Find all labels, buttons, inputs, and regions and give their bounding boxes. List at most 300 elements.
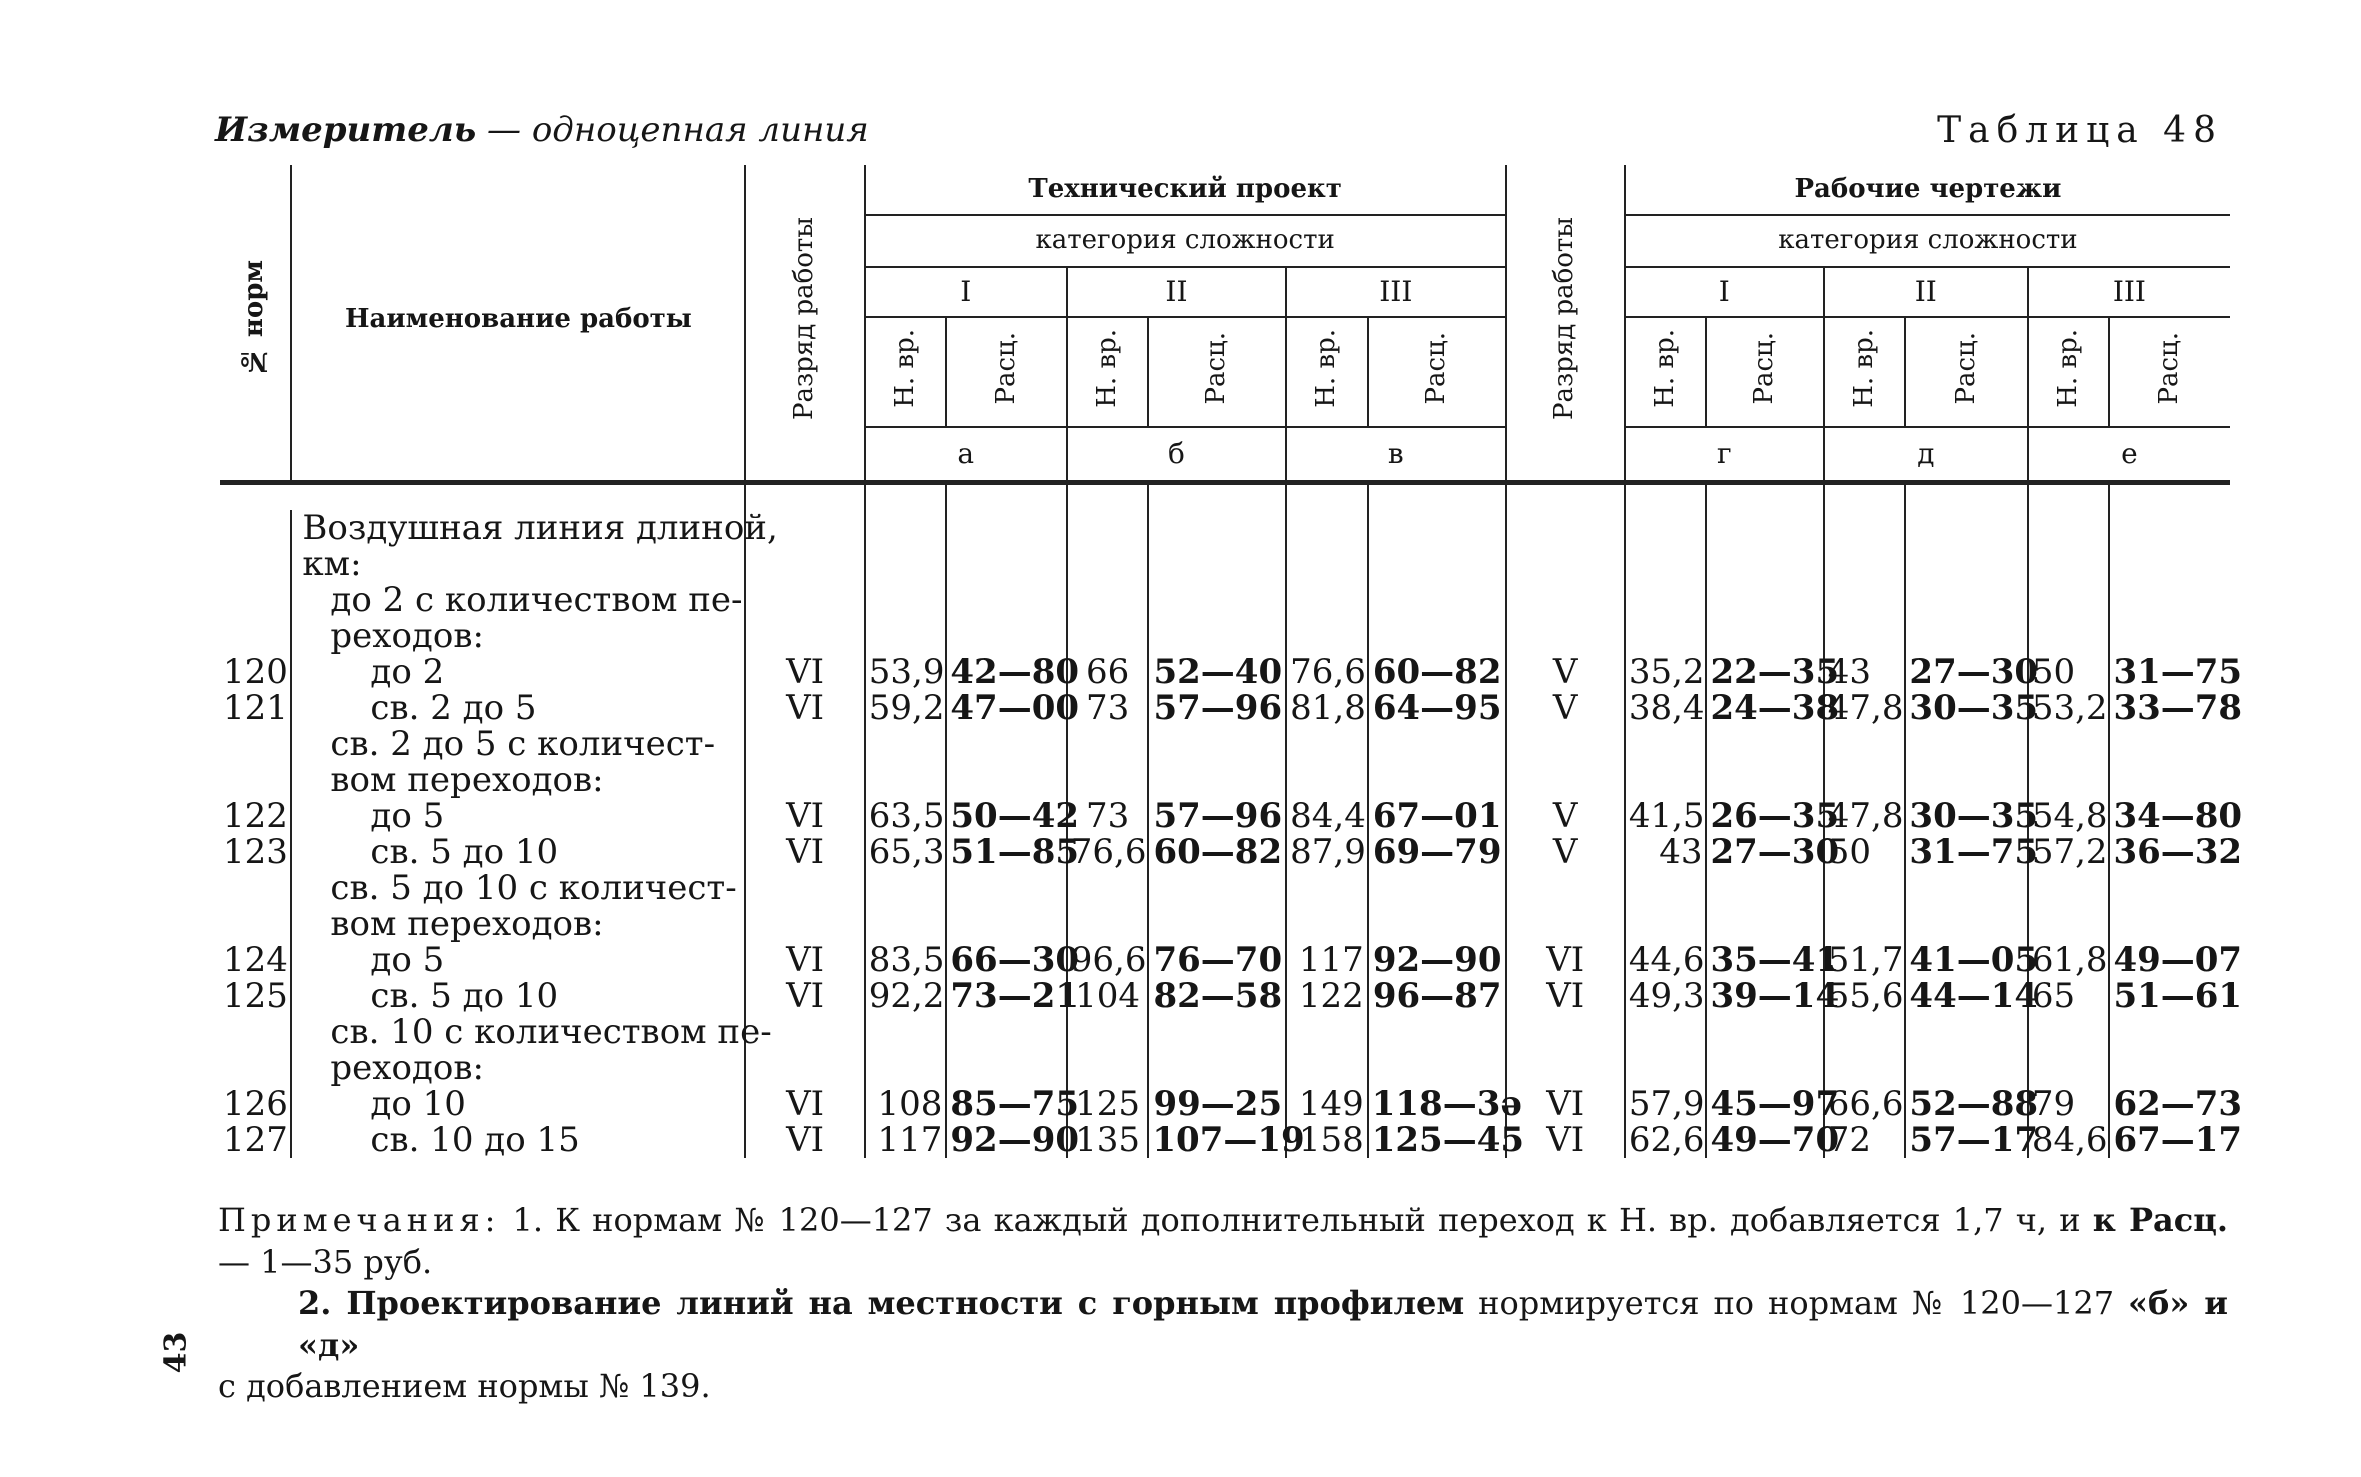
time-c: 76,6 [1286,654,1368,690]
table-cell [1286,546,1368,582]
rate-a: 51—85 [946,834,1066,870]
work-name: до 2 [291,654,745,690]
time-e: 55,6 [1824,978,1906,1014]
table-cell [220,1050,291,1086]
table-cell [946,1050,1066,1086]
table-cell [946,618,1066,654]
note-2-text: нормируется по нормам № 120—127 [1464,1284,2129,1323]
table-cell [1706,1014,1823,1050]
col-cat-III-2: III [2028,267,2230,317]
table-cell [946,870,1066,906]
rate-b: 107—19 [1148,1122,1286,1158]
grade-label-2: Разряд работы [1549,216,1580,420]
table-cell [1625,546,1707,582]
group-heading: км: [291,546,745,582]
work-name: св. 2 до 5 [291,690,745,726]
time-c: 117 [1286,942,1368,978]
table-cell [1148,1050,1286,1086]
table-cell [865,870,947,906]
col-complexity-2: категория сложности [1625,215,2230,267]
table-cell [2109,906,2230,942]
table-cell [1824,582,1906,618]
time-f: 61,8 [2028,942,2110,978]
time-f: 65 [2028,978,2110,1014]
group-heading: до 2 с количеством пе- [291,582,745,618]
col-norm-no [220,165,291,482]
table-cell [946,546,1066,582]
table-cell [1506,726,1625,762]
note-1 [218,1200,2228,1283]
rate-c: 60—82 [1368,654,1506,690]
table-cell [1506,1050,1625,1086]
table-cell [1706,582,1823,618]
rate-e: 30—35 [1905,690,2027,726]
time-a: 117 [865,1122,947,1158]
table-cell [1824,762,1906,798]
grade-2: VI [1506,978,1625,1014]
time-f: 50 [2028,654,2110,690]
group-heading: св. 5 до 10 с количест- [291,870,745,906]
grade: VI [745,942,864,978]
rate-c: 125—45 [1368,1122,1506,1158]
col-time-f [2028,317,2110,427]
table-cell [1625,762,1707,798]
time-a: 59,2 [865,690,947,726]
rate-d: 27—30 [1706,834,1823,870]
group-row [220,726,2230,762]
norm-number: 121 [220,690,291,726]
col-time-c [1286,317,1368,427]
col-letter-c: в [1286,427,1505,482]
table-cell [2109,726,2230,762]
table-cell [1706,726,1823,762]
grade: VI [745,654,864,690]
table-cell [745,762,864,798]
rate-a: 73—21 [946,978,1066,1014]
rate-b: 52—40 [1148,654,1286,690]
rate-b: 82—58 [1148,978,1286,1014]
table-cell [1148,510,1286,546]
table-cell [1148,546,1286,582]
group-row [220,582,2230,618]
col-letter-e: д [1824,427,2028,482]
work-name: до 5 [291,942,745,978]
grade: VI [745,978,864,1014]
table-cell [1067,726,1149,762]
rate-d: 22—35 [1706,654,1823,690]
rate-a: 85—75 [946,1086,1066,1122]
time-a: 63,5 [865,798,947,834]
table-cell [1824,870,1906,906]
time-f: 54,8 [2028,798,2110,834]
col-working-drawings: Рабочие чертежи [1625,165,2230,215]
table-cell [220,762,291,798]
table-cell [1286,582,1368,618]
table-cell [1625,726,1707,762]
table-cell [1824,1050,1906,1086]
table-row [220,978,2230,1014]
rate-e: 41—05 [1905,942,2027,978]
work-name: св. 5 до 10 [291,834,745,870]
table-cell [865,1014,947,1050]
time-d: 62,6 [1625,1122,1707,1158]
time-d: 44,6 [1625,942,1707,978]
table-row [220,690,2230,726]
rate-f: 34—80 [2113,795,2243,836]
col-time-d [1625,317,1707,427]
table-cell [1067,1050,1149,1086]
col-time-b [1067,317,1149,427]
rate-e: 27—30 [1905,654,2027,690]
time-c: 122 [1286,978,1368,1014]
table-cell [1067,510,1149,546]
table-cell [865,762,947,798]
table-cell [1905,726,2027,762]
grade-2: VI [1506,942,1625,978]
table-cell [1706,762,1823,798]
table-cell [1824,726,1906,762]
table-cell [2109,1014,2230,1050]
table-cell [1286,618,1368,654]
time-f: 84,6 [2028,1122,2110,1158]
norm-number: 120 [220,654,291,690]
grade-2: VI [1506,1086,1625,1122]
table-cell [745,1050,864,1086]
table-cell [220,618,291,654]
time-label: Н. вр. [1310,328,1341,408]
table-cell [2028,870,2110,906]
table-cell [865,726,947,762]
group-heading: Воздушная линия длиной, [291,510,745,546]
group-heading: св. 10 с количеством пе- [291,1014,745,1050]
table-cell [1067,582,1149,618]
table-cell [2028,726,2110,762]
note-2-cont: с добавлением нормы № 139. [218,1367,711,1406]
table-cell [1368,870,1506,906]
col-rate-b [1148,317,1286,427]
rate-a: 42—80 [946,654,1066,690]
time-d: 43 [1625,834,1707,870]
group-row [220,510,2230,546]
time-e: 47,8 [1824,798,1906,834]
table-cell [865,1050,947,1086]
col-rate-c [1368,317,1506,427]
col-time-a [865,317,947,427]
time-a: 83,5 [865,942,947,978]
table-cell [2109,870,2230,906]
col-grade [745,165,864,482]
group-heading: св. 2 до 5 с количест- [291,726,745,762]
rate-e: 44—14 [1905,978,2027,1014]
table-row [220,1086,2230,1122]
caption-rest: — одноцепная линия [476,110,869,150]
table-row [220,1122,2230,1158]
table-body [220,482,2243,1160]
group-row [220,762,2230,798]
table-cell [1905,906,2027,942]
grade-2: V [1506,654,1625,690]
table-cell [220,1014,291,1050]
time-e: 43 [1824,654,1906,690]
table-cell [1824,618,1906,654]
table-cell [1286,1050,1368,1086]
table-cell [1067,762,1149,798]
rate-d: 35—41 [1706,942,1823,978]
time-b: 76,6 [1067,834,1149,870]
col-grade-2 [1506,165,1625,482]
rate-c: 96—87 [1368,978,1506,1014]
group-heading: реходов: [291,618,745,654]
table-cell [220,510,291,546]
rate-f: 51—61 [2113,975,2243,1016]
table-cell [1286,906,1368,942]
table-cell [865,510,947,546]
rate-f: 49—07 [2113,939,2243,980]
col-rate-f [2109,317,2230,427]
table-cell [745,546,864,582]
table-cell [2028,762,2110,798]
grade-label: Разряд работы [789,216,820,420]
table-cell [1824,906,1906,942]
table-cell [1148,870,1286,906]
time-a: 65,3 [865,834,947,870]
table-cell [220,870,291,906]
time-d: 41,5 [1625,798,1707,834]
table-cell [1706,1050,1823,1086]
group-row [220,1014,2230,1050]
table-row [220,654,2230,690]
group-heading: вом переходов: [291,762,745,798]
notes-label: Примечания: [218,1201,501,1239]
rate-e: 31—75 [1905,834,2027,870]
work-name: до 10 [291,1086,745,1122]
table-cell [1286,762,1368,798]
table-cell [946,1014,1066,1050]
col-rate-e [1905,317,2027,427]
work-name: до 5 [291,798,745,834]
time-c: 81,8 [1286,690,1368,726]
table-cell [1286,726,1368,762]
norm-number: 127 [220,1122,291,1158]
table-row [220,798,2230,834]
table-cell [1506,582,1625,618]
col-letter-a: а [865,427,1067,482]
norms-table [220,165,2243,1160]
rate-b: 76—70 [1148,942,1286,978]
col-cat-I-2: I [1625,267,1824,317]
table-cell [1148,1014,1286,1050]
time-d: 49,3 [1625,978,1707,1014]
table-cell [1368,726,1506,762]
table-cell [1506,1014,1625,1050]
norm-number: 122 [220,798,291,834]
group-row [220,1050,2230,1086]
table-cell [865,546,947,582]
rate-c: 64—95 [1368,690,1506,726]
table-cell [1067,1014,1149,1050]
table-cell [1368,546,1506,582]
table-cell [1286,510,1368,546]
time-e: 51,7 [1824,942,1906,978]
table-cell [1368,906,1506,942]
time-b: 66 [1067,654,1149,690]
time-e: 47,8 [1824,690,1906,726]
table-cell [1368,762,1506,798]
table-cell [1706,870,1823,906]
time-label: Н. вр. [889,328,920,408]
table-cell [2028,1050,2110,1086]
time-a: 108 [865,1086,947,1122]
col-cat-III: III [1286,267,1505,317]
norm-number: 123 [220,834,291,870]
table-cell [1506,870,1625,906]
note-2-bold: 2. Проектирование линий на местности с горным профилем [298,1284,1465,1323]
grade-2: V [1506,834,1625,870]
group-row [220,546,2230,582]
col-rate-d [1706,317,1823,427]
grade-2: VI [1506,1122,1625,1158]
table-cell [1905,510,2027,546]
work-name: св. 5 до 10 [291,978,745,1014]
time-label: Н. вр. [2052,328,2083,408]
grade: VI [745,834,864,870]
time-label: Н. вр. [1848,328,1879,408]
table-cell [1368,1050,1506,1086]
time-f: 57,2 [2028,834,2110,870]
table-cell [1905,582,2027,618]
col-tech-project: Технический проект [865,165,1506,215]
table-cell [1506,618,1625,654]
table-cell [1706,510,1823,546]
table-cell [220,582,291,618]
norm-number: 126 [220,1086,291,1122]
table-cell [946,582,1066,618]
time-c: 149 [1286,1086,1368,1122]
table-cell [2109,546,2230,582]
table-cell [745,618,864,654]
note-2 [218,1283,2228,1366]
table-cell [1905,762,2027,798]
rate-f: 33—78 [2113,687,2243,728]
rate-label: Расц. [990,331,1021,405]
time-e: 72 [1824,1122,1906,1158]
group-row [220,618,2230,654]
table-cell [1625,582,1707,618]
rate-d: 26—35 [1706,798,1823,834]
table-cell [2109,582,2230,618]
table-cell [1067,906,1149,942]
rate-c: 69—79 [1368,834,1506,870]
time-a: 92,2 [865,978,947,1014]
table-cell [1067,618,1149,654]
col-time-e [1824,317,1906,427]
rate-f: 62—73 [2113,1083,2243,1124]
col-letter-d: г [1625,427,1824,482]
table-cell [2109,618,2230,654]
table-cell [220,546,291,582]
grade-2: V [1506,798,1625,834]
table-caption [215,110,869,150]
group-heading: вом переходов: [291,906,745,942]
table-row [220,942,2230,978]
rate-f: 31—75 [2113,651,2243,692]
page-number: 43 [158,1331,194,1374]
table-cell [1506,762,1625,798]
table-cell [1905,1050,2027,1086]
rate-c: 118—3ə [1368,1086,1506,1122]
table-cell [1625,870,1707,906]
table-cell [1506,906,1625,942]
table-cell [2028,618,2110,654]
rate-label: Расц. [1749,331,1780,405]
col-cat-II-2: II [1824,267,2028,317]
table-cell [1824,1014,1906,1050]
table-cell [865,906,947,942]
rate-e: 57—17 [1905,1122,2027,1158]
table-cell [1148,762,1286,798]
rate-c: 67—01 [1368,798,1506,834]
rate-d: 49—70 [1706,1122,1823,1158]
note-1-bold: к Расц. [2092,1201,2229,1239]
rate-label: Расц. [1420,331,1451,405]
table-cell [1625,510,1707,546]
norm-no-label: № норм [239,260,270,377]
group-heading: реходов: [291,1050,745,1086]
rate-d: 45—97 [1706,1086,1823,1122]
rate-label: Расц. [2154,331,2185,405]
table-cell [1905,870,2027,906]
table-label: Таблица 48 [1937,110,2223,151]
table-cell [745,906,864,942]
time-b: 135 [1067,1122,1149,1158]
table-cell [2028,546,2110,582]
table-cell [2028,1014,2110,1050]
rate-a: 50—42 [946,798,1066,834]
time-c: 84,4 [1286,798,1368,834]
col-cat-I: I [865,267,1067,317]
table-cell [1706,906,1823,942]
table-cell [865,582,947,618]
table-cell [1148,726,1286,762]
table-cell [1905,618,2027,654]
rate-d: 24—38 [1706,690,1823,726]
group-row [220,906,2230,942]
table-cell [1286,870,1368,906]
rate-d: 39—14 [1706,978,1823,1014]
table-cell [1067,870,1149,906]
table-cell [1368,582,1506,618]
table-cell [1506,510,1625,546]
table-cell [946,510,1066,546]
notes [218,1200,2228,1408]
table-cell [1368,618,1506,654]
table-cell [1625,618,1707,654]
table-cell [220,726,291,762]
note-1-text: 1. К нормам № 120—127 за каждый дополнительный переход к Н. вр. добавляется 1,7 ч, и [500,1201,2093,1239]
table-cell [1067,546,1149,582]
caption-bold: Измеритель [215,110,477,150]
group-row [220,870,2230,906]
time-f: 79 [2028,1086,2110,1122]
time-e: 50 [1824,834,1906,870]
table-cell [1368,510,1506,546]
table-cell [1905,546,2027,582]
time-f: 53,2 [2028,690,2110,726]
col-work-name: Наименование работы [291,165,745,482]
rate-label: Расц. [1201,331,1232,405]
rate-b: 60—82 [1148,834,1286,870]
grade-2: V [1506,690,1625,726]
